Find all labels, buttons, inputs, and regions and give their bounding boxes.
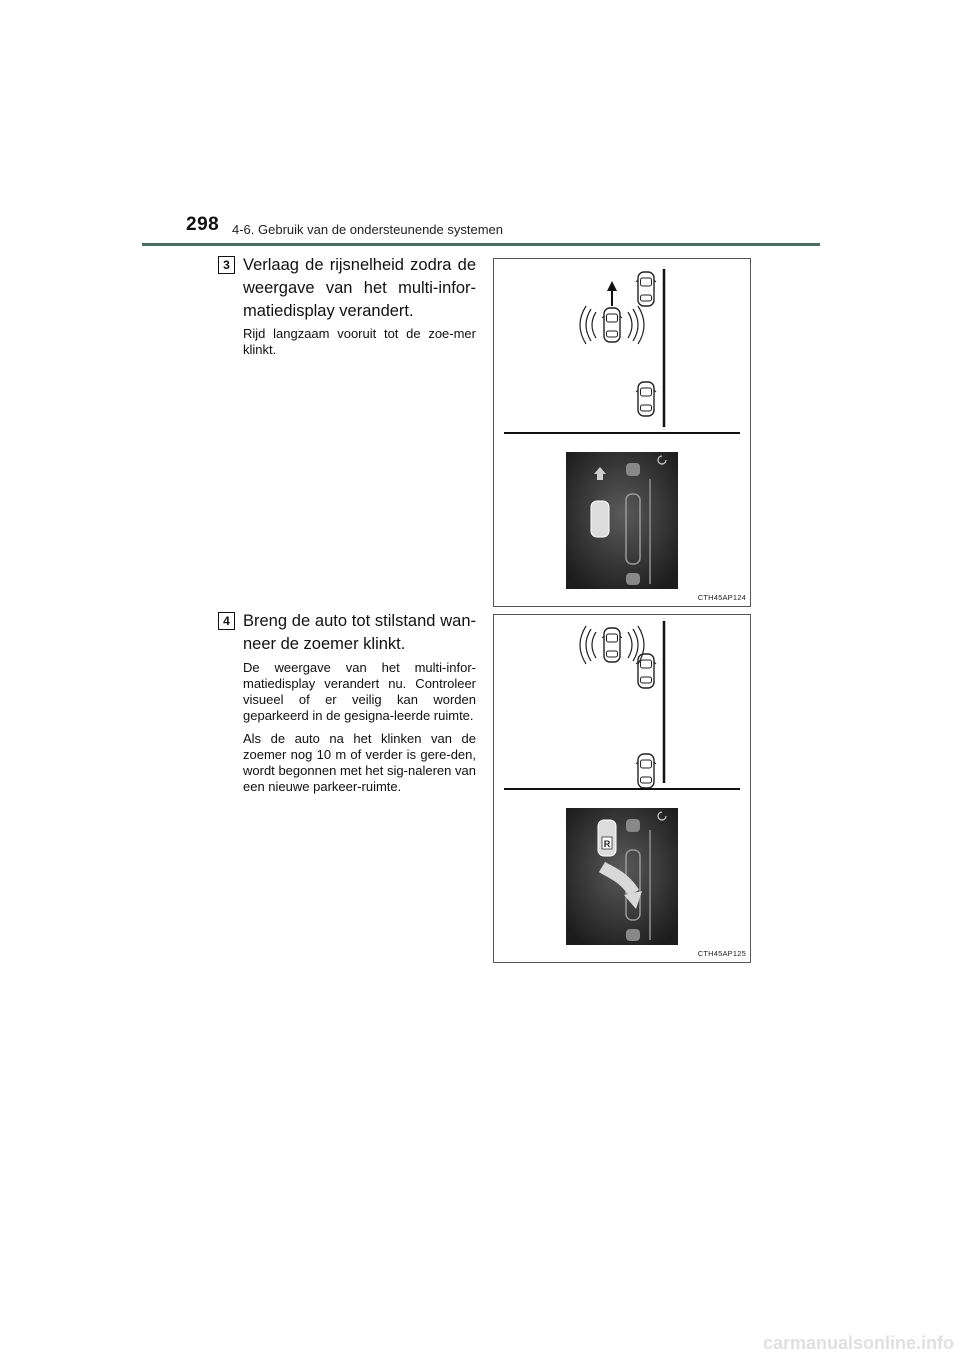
section-title: 4-6. Gebruik van de ondersteunende systemen: [232, 222, 504, 237]
parking-illustration: [493, 614, 751, 963]
step-paragraph: Rijd langzaam vooruit tot de zoe-mer klinkt.: [243, 326, 476, 357]
parking-illustration: [493, 258, 751, 607]
step-body: [243, 660, 476, 802]
step-paragraph: De weergave van het multi-infor-matiedisplay verandert nu. Controleer visueel of er veilig kan worden geparkeerd in de gesigna-leerde ruimte.: [243, 660, 476, 723]
figure-code: CTH45AP125: [697, 949, 746, 958]
watermark[interactable]: carmanualsonline.info: [762, 1333, 954, 1353]
parking-scene-svg: [494, 615, 750, 962]
parking-scene-svg: [494, 259, 750, 606]
page-number: 298: [186, 214, 220, 235]
header-rule: [142, 243, 820, 246]
figure-code: CTH45AP124: [697, 593, 746, 602]
step-body: [243, 326, 476, 365]
step-heading: Verlaag de rijsnelheid zodra de weergave van het multi-infor-matiedisplay verandert.: [243, 256, 476, 320]
step-number-badge: 3: [218, 256, 235, 274]
step-number-badge: 4: [218, 612, 235, 630]
step-heading: Breng de auto tot stilstand wan-neer de zoemer klinkt.: [243, 612, 476, 653]
gear-indicator: R: [603, 839, 611, 849]
step-paragraph: Als de auto na het klinken van de zoemer nog 10 m of verder is gere-den, wordt begonnen met het sig-naleren van een nieuwe parkeer-ruimte.: [243, 731, 476, 794]
